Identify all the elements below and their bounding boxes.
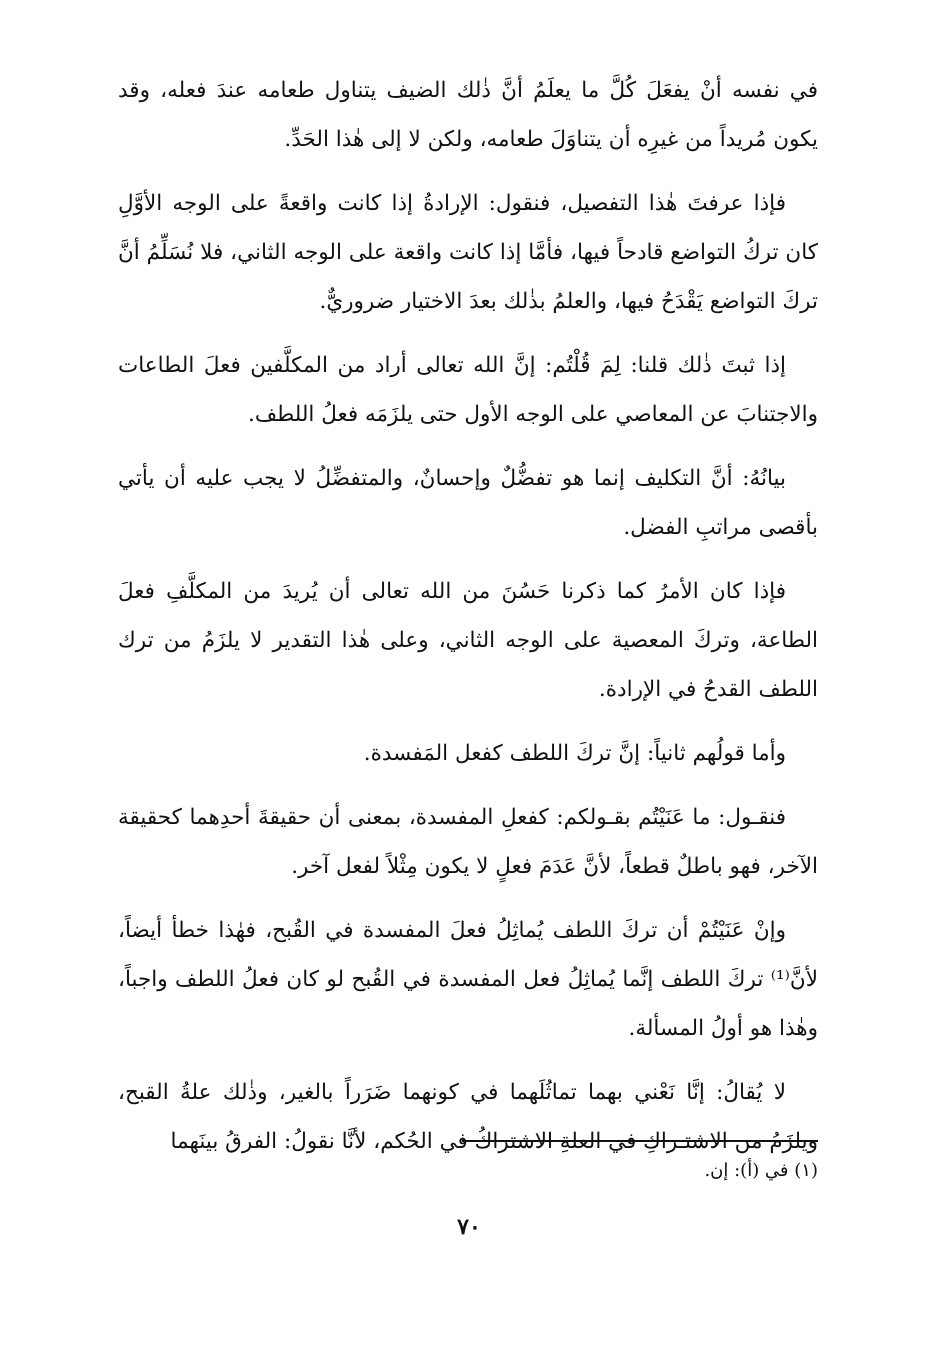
main-text	[118, 66, 818, 1181]
paragraph-9: لا يُقالُ: إنَّا نَعْني بهما تماثُلَهما في كونهما ضَرَراً بالغير، وذٰلك علةُ القبح، ويلزَمُ من الاشتـراكِ في العلةِ الاشتراكُ في الحُكم، لأنَّا نقولُ: الفرقُ بينَهما	[118, 1080, 818, 1154]
paragraph-7: فنقـول: ما عَنَيْتُم بقـولكم: كفعلِ المفسدة، بمعنى أن حقيقةَ أحدِهما كحقيقة الآخر، فهو باطلٌ قطعاً، لأنَّ عَدَمَ فعلٍ لا يكون مِثْلاً لفعل آخر.	[118, 805, 818, 879]
footnote: (١) في (أ): إن.	[704, 1160, 818, 1181]
paragraph-1: في نفسه أنْ يفعَلَ كُلَّ ما يعلَمُ أنَّ ذٰلك الضيف يتناول طعامه عندَ فعله، وقد يكون مُريداً من غيرِه أن يتناوَلَ طعامه، ولكن لا إلى هٰذا الحَدِّ.	[118, 78, 818, 152]
paragraph-2: فإذا عرفتَ هٰذا التفصيل، فنقول: الإرادةُ إذا كانت واقعةً على الوجه الأوَّلِ كان تركُ التواضع قادحاً فيها، فأمَّا إذا كانت واقعة على الوجه الثاني، فلا نُسَلِّمُ أنَّ تركَ التواضع يَقْدَحُ فيها، والعلمُ بذٰلك بعدَ الاختيار ضروريٌّ.	[118, 191, 818, 314]
paragraph-8: وإنْ عَنَيْتُمْ أن تركَ اللطف يُماثِلُ فعلَ المفسدة في القُبح، فهٰذا خطأ أيضاً، لأنَّ⁽¹⁾ تركَ اللطف إنَّما يُماثِلُ فعل المفسدة في القُبح لو كان فعلُ اللطف واجباً، وهٰذا هو أولُ المسألة.	[118, 918, 818, 1041]
paragraph-5: فإذا كان الأمرُ كما ذكرنا حَسُنَ من الله تعالى أن يُريدَ من المكلَّفِ فعلَ الطاعة، وتركَ المعصية على الوجه الثاني، وعلى هٰذا التقدير لا يلزَمُ من ترك اللطف القدحُ في الإرادة.	[118, 579, 818, 702]
paragraph-6: وأما قولُهم ثانياً: إنَّ تركَ اللطف كفعل المَفسدة.	[363, 741, 786, 766]
footnote-divider	[462, 1140, 818, 1142]
paragraph-4: بيانُهُ: أنَّ التكليف إنما هو تفضُّلٌ وإحسانٌ، والمتفضِّلُ لا يجب عليه أن يأتي بأقصى مراتبِ الفضل.	[118, 466, 818, 540]
page-number: ٧٠	[457, 1214, 481, 1240]
paragraph-3: إذا ثبتَ ذٰلك قلنا: لِمَ قُلْتُم: إنَّ الله تعالى أراد من المكلَّفين فعلَ الطاعات والاجتنابَ عن المعاصي على الوجه الأول حتى يلزَمَه فعلُ اللطف.	[118, 353, 818, 427]
